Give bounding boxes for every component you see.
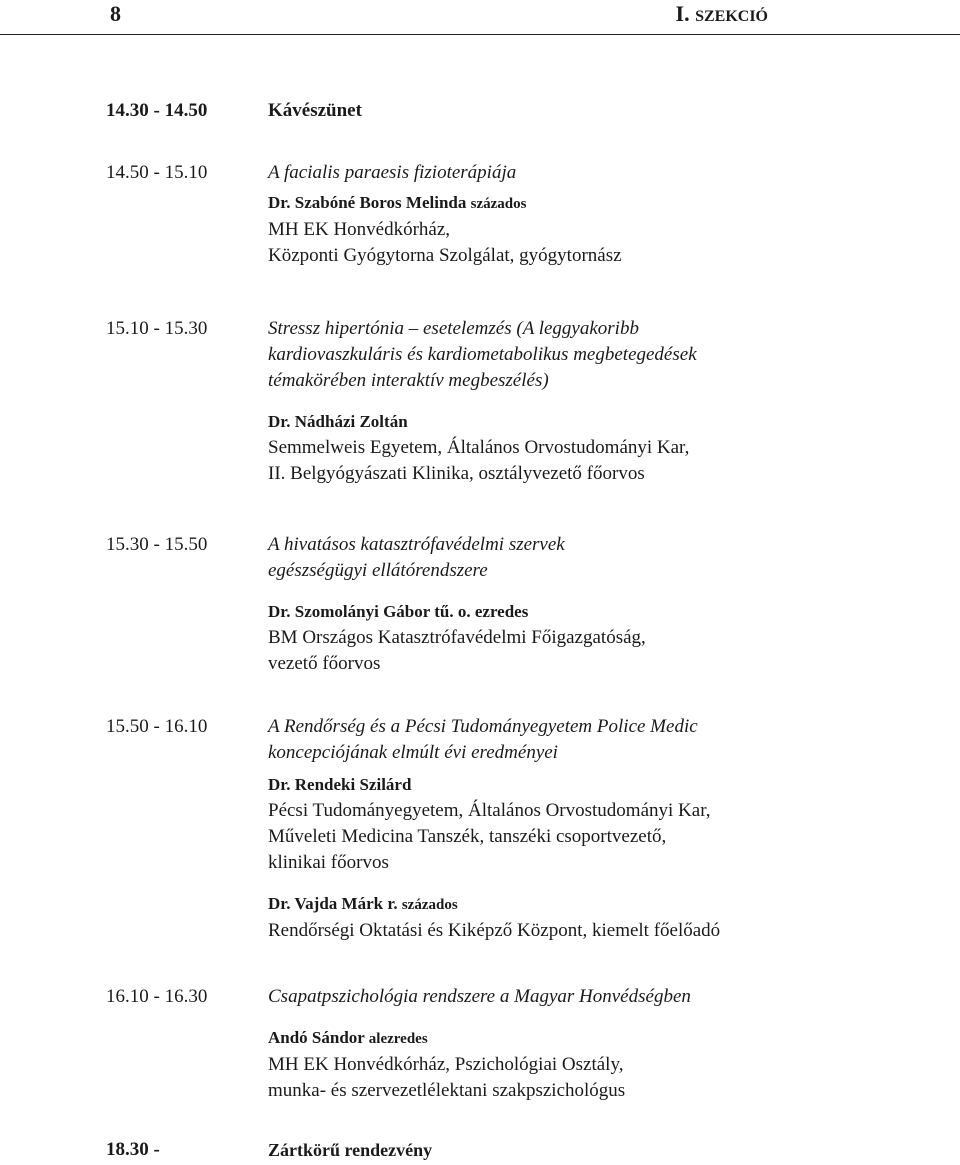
entry-time: 14.30 - 14.50 (106, 100, 208, 121)
header-rule (0, 34, 960, 35)
speaker-name: Andó Sándor alezredes (268, 1028, 428, 1047)
speaker-affiliation: Pécsi Tudományegyetem, Általános Orvostudományi Kar, (268, 800, 711, 821)
entry-time: 18.30 - (106, 1139, 160, 1160)
speaker-affiliation: BM Országos Katasztrófavédelmi Főigazgatóság, (268, 627, 646, 648)
entry-time: 14.50 - 15.10 (106, 162, 208, 183)
entry-title: egészségügyi ellátórendszere (268, 560, 488, 581)
section-title: I. SZEKCIÓ (675, 1, 768, 26)
entry-details (268, 98, 868, 124)
entry-title: A Rendőrség és a Pécsi Tudományegyetem Police Medic (268, 716, 698, 737)
entry-details (268, 316, 868, 487)
entry-details (268, 984, 868, 1104)
entry-title: Zártkörű rendezvény (268, 1140, 433, 1160)
speaker-affiliation: Semmelweis Egyetem, Általános Orvostudományi Kar, (268, 437, 690, 458)
speaker-affiliation: klinikai főorvos (268, 852, 389, 873)
entry-time: 15.10 - 15.30 (106, 318, 208, 339)
speaker-name: Dr. Szomolányi Gábor tű. o. ezredes (268, 602, 529, 621)
speaker-affiliation: vezető főorvos (268, 653, 381, 674)
entry-title: A facialis paraesis fizioterápiája (268, 162, 517, 183)
entry-title: A hivatásos katasztrófavédelmi szervek (268, 534, 565, 555)
entry-time: 16.10 - 16.30 (106, 986, 208, 1007)
speaker-name: Dr. Vajda Márk r. százados (268, 894, 458, 913)
speaker-affiliation: MH EK Honvédkórház, (268, 219, 451, 240)
entry-title: Csapatpszichológia rendszere a Magyar Honvédségben (268, 986, 691, 1007)
speaker-affiliation: Rendőrségi Oktatási és Kiképző Központ, kiemelt főelőadó (268, 920, 721, 941)
page-number: 8 (110, 1, 121, 26)
entry-title: Kávészünet (268, 100, 362, 121)
entry-title: koncepciójának elmúlt évi eredményei (268, 742, 558, 763)
speaker-affiliation: munka- és szervezetlélektani szakpszichológus (268, 1080, 626, 1101)
speaker-affiliation: II. Belgyógyászati Klinika, osztályvezető főorvos (268, 463, 645, 484)
page-header (0, 0, 960, 36)
entry-title: kardiovaszkuláris és kardiometabolikus megbetegedések (268, 344, 697, 365)
speaker-affiliation: Műveleti Medicina Tanszék, tanszéki csoportvezető, (268, 826, 667, 847)
entry-details (268, 160, 868, 269)
entry-title: Stressz hipertónia – esetelemzés (A leggyakoribb (268, 318, 639, 339)
speaker-name: Dr. Nádházi Zoltán (268, 412, 408, 431)
speaker-affiliation: Központi Gyógytorna Szolgálat, gyógytornász (268, 245, 622, 266)
entry-details (268, 1137, 868, 1163)
entry-time: 15.30 - 15.50 (106, 534, 208, 555)
entry-details (268, 532, 868, 677)
speaker-name: Dr. Szabóné Boros Melinda százados (268, 193, 527, 212)
entry-title: témakörében interaktív megbeszélés) (268, 370, 549, 391)
entry-details (268, 714, 868, 944)
entry-time: 15.50 - 16.10 (106, 716, 208, 737)
speaker-name: Dr. Rendeki Szilárd (268, 775, 412, 794)
speaker-affiliation: MH EK Honvédkórház, Pszichológiai Osztály, (268, 1054, 624, 1075)
